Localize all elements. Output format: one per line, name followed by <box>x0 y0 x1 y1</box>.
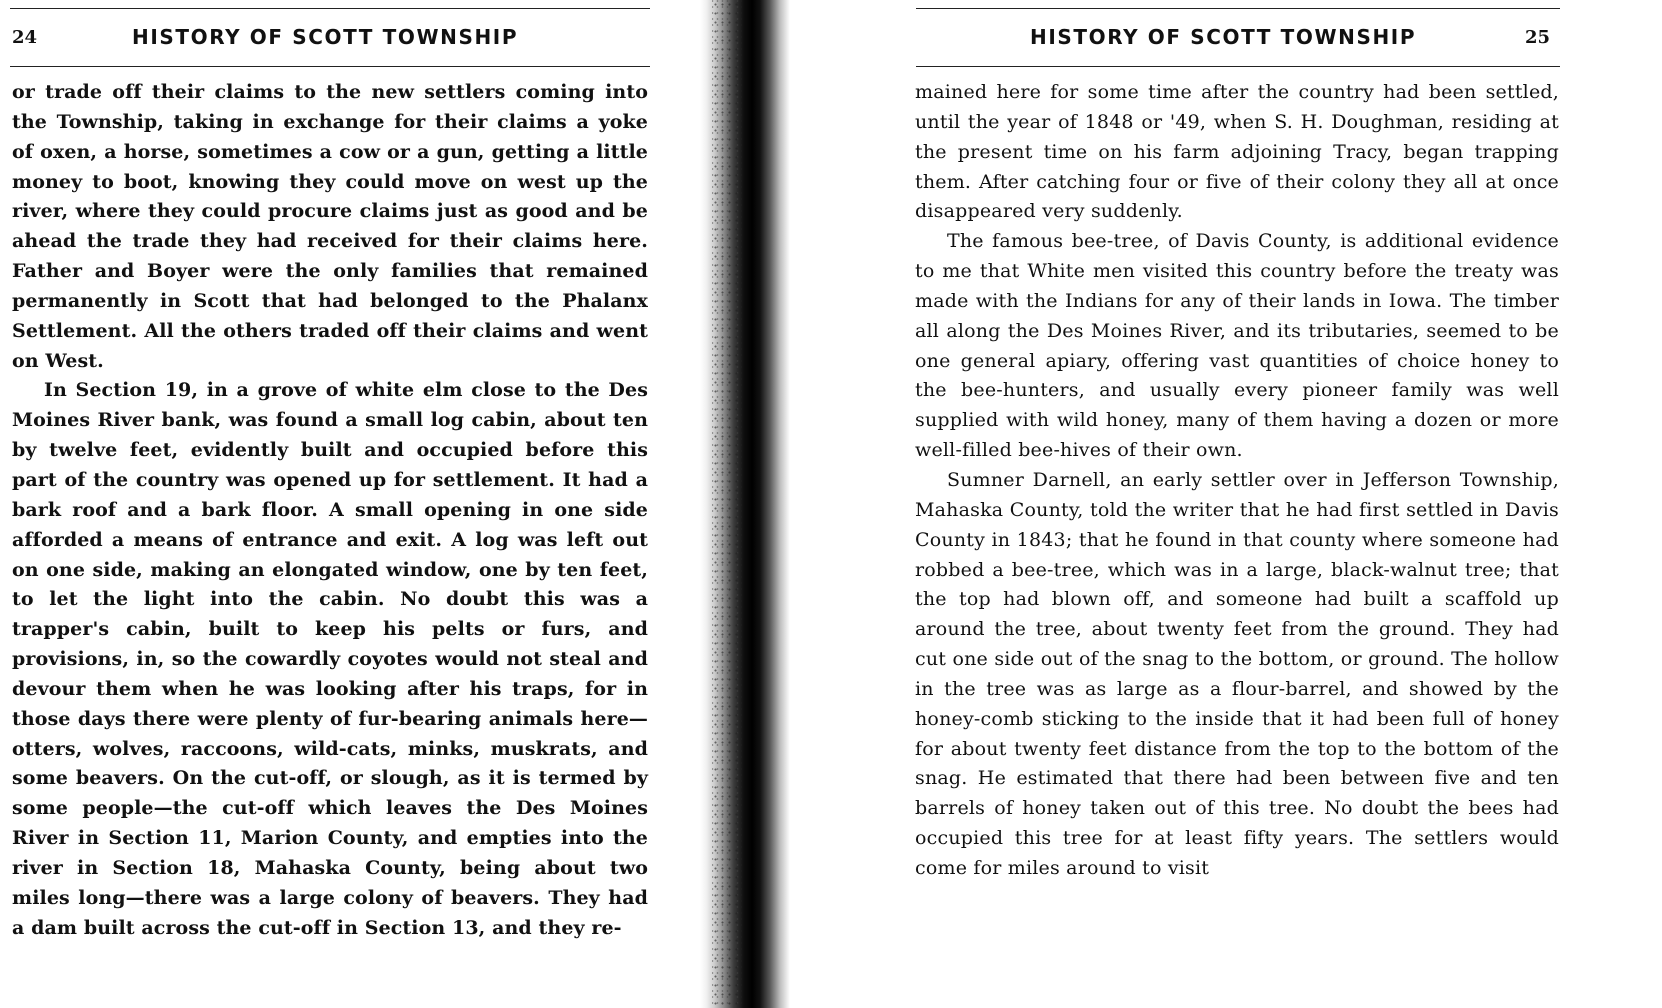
page-number: 24 <box>12 26 38 48</box>
paragraph: The famous bee-tree, of Davis County, is additional evidence to me that White men visited this country before the treaty was made with the Indians for any of their lands in Iowa. The timber all along the Des Moines River, and its tributaries, seemed to be one general apiary, offering vast quantities of choice honey to the bee-hunters, and usually every pioneer family was well supplied with wild honey, many of them having a dozen or more well-filled bee-hives of their own. <box>915 230 1559 462</box>
page-number: 25 <box>1524 26 1550 48</box>
page-body <box>915 78 1559 884</box>
right-page <box>910 0 1662 1008</box>
left-page <box>0 0 700 1008</box>
header-rule-bottom <box>10 66 650 67</box>
header-rule-bottom <box>916 66 1560 67</box>
paragraph: Sumner Darnell, an early settler over in Jefferson Township, Mahaska County, told the writer that he had first settled in Davis County in 1843; that he found in that county where someone had robbed a bee-tree, which was in a large, black-walnut tree; that the top had blown off, and someone had built a scaffold up around the tree, about twenty feet from the ground. They had cut one side out of the snag to the bottom, or ground. The hollow in the tree was as large as a flour-barrel, and showed by the honey-comb sticking to the inside that it had been full of honey for about twenty feet distance from the top to the bottom of the snag. He estimated that there had been between five and ten barrels of honey taken out of this tree. No doubt the bees had occupied this tree for at least fifty years. The settlers would come for miles around to visit <box>915 468 1559 879</box>
header-rule-top <box>10 8 650 9</box>
paragraph: mained here for some time after the country had been settled, until the year of 1848 or '49, when S. H. Doughman, residing at the present time on his farm adjoining Tracy, began trapping them. After catching four or five of their colony they all at once disappeared very suddenly. <box>915 81 1559 223</box>
page-body <box>12 78 648 943</box>
running-header <box>910 22 1550 52</box>
paragraph: or trade off their claims to the new settlers coming into the Township, taking in exchange for their claims a yoke of oxen, a horse, sometimes a cow or a gun, getting a little money to boot, knowing they could move on west up the river, where they could procure claims just as good and be ahead the trade they had received for their claims here. Father and Boyer were the only families that remained permanently in Scott that had belonged to the Phalanx Settlement. All the others traded off their claims and went on West. <box>12 81 648 372</box>
header-rule-top <box>916 8 1560 9</box>
running-title: HISTORY OF SCOTT TOWNSHIP <box>1030 25 1417 49</box>
running-title: HISTORY OF SCOTT TOWNSHIP <box>132 25 519 49</box>
paragraph: In Section 19, in a grove of white elm close to the Des Moines River bank, was found a small log cabin, about ten by twelve feet, evidently built and occupied before this part of the country was opened up for settlement. It had a bark roof and a bark floor. A small opening in one side afforded a means of entrance and exit. A log was left out on one side, making an elongated window, one by ten feet, to let the light into the cabin. No doubt this was a trapper's cabin, built to keep his pelts or furs, and provisions, in, so the cowardly coyotes would not steal and devour them when he was looking after his traps, for in those days there were plenty of fur-bearing animals here—otters, wolves, raccoons, wild-cats, minks, muskrats, and some beavers. On the cut-off, or slough, as it is termed by some people—the cut-off which leaves the Des Moines River in Section 11, Marion County, and empties into the river in Section 18, Mahaska County, being about two miles long—there was a large colony of beavers. They had a dam built across the cut-off in Section 13, and they re- <box>12 379 648 939</box>
gutter-shadow <box>712 0 742 1008</box>
running-header <box>12 22 652 52</box>
